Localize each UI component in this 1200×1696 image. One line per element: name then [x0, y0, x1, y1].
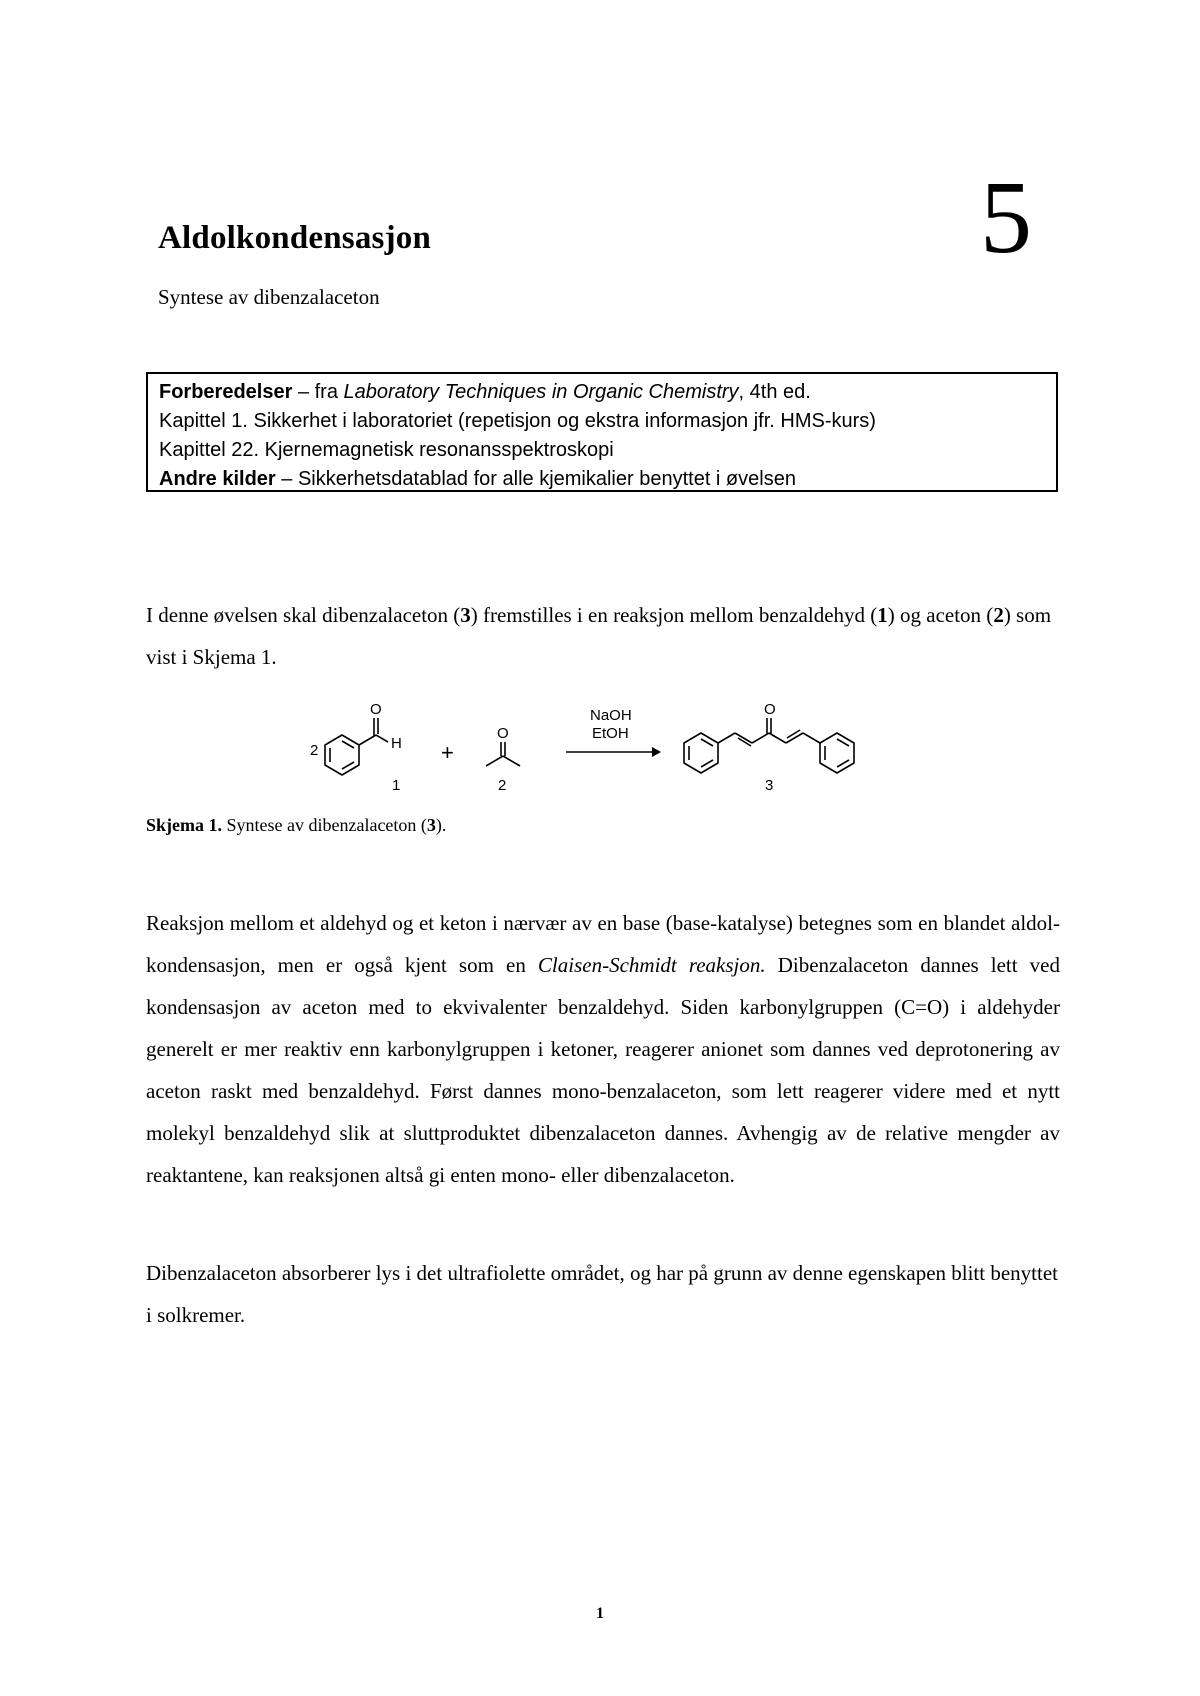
book-edition: , 4th ed. — [738, 381, 811, 403]
reagent-etoh: EtOH — [592, 725, 629, 742]
caption-text: ). — [435, 815, 447, 835]
reagent-naoh: NaOH — [590, 707, 632, 724]
uv-paragraph: Dibenzalaceton absorberer lys i det ultrafiolette området, og har på grunn av denne egenskapen blitt benyttet i solkremer. — [146, 1261, 1058, 1327]
intro-paragraph — [146, 594, 1060, 678]
page-title: Aldolkondensasjon — [158, 220, 432, 256]
ketone-oxygen-label: O — [497, 725, 509, 742]
book-title: Laboratory Techniques in Organic Chemistry — [343, 381, 739, 403]
dibenzalacetone-structure — [684, 718, 854, 773]
preparation-box — [146, 372, 1058, 492]
page-number: 1 — [596, 1605, 604, 1622]
product-oxygen-label: O — [764, 701, 776, 718]
compound-3-label: 3 — [765, 777, 774, 794]
compound-ref: 3 — [460, 603, 471, 627]
intro-text: I denne øvelsen skal dibenzalaceton ( — [146, 603, 461, 627]
caption-text: Syntese av dibenzalaceton ( — [222, 815, 427, 835]
compound-2-label: 2 — [498, 777, 507, 794]
compound-1-label: 1 — [392, 777, 401, 794]
paragraph-text: Reaksjon mellom et aldehyd og et keton i nærvær av en base (base-katalyse) betegnes som en blandet aldol-kondensasjon, men er også kjent som en — [146, 911, 1060, 977]
reaction-name: Claisen-Schmidt reaksjon. — [537, 953, 766, 977]
caption-label: Skjema 1. — [146, 815, 222, 835]
other-sources-text: – Sikkerhetsdatablad for alle kjemikalier benyttet i øvelsen — [275, 468, 796, 490]
other-sources-line — [159, 465, 1045, 494]
intro-text: ) og aceton ( — [887, 603, 994, 627]
benzaldehyde-structure — [325, 718, 388, 775]
scheme-caption — [146, 815, 446, 836]
arrow-head — [652, 747, 661, 757]
paragraph-text: Dibenzalaceton dannes lett ved kondensasjon av aceton med to ekvivalenter benzaldehyd. Siden karbonylgruppen (C=O) i aldehyder generelt er mer reaktiv enn karbonylgruppen i ketoner, reagerer anionet som dannes ved deprotonering av aceton raskt med benzaldehyd. Først dannes mono-benzalaceton, som lett reagerer videre med et nytt molekyl benzaldehyd slik at sluttproduktet dibenzalaceton dannes. Avhengig av de relative mengder av reaktantene, kan reaksjonen altså gi enten mono- eller dibenzalaceton. — [146, 953, 1061, 1187]
chapter-reference: Kapittel 1. Sikkerhet i laboratoriet (repetisjon og ekstra informasjon jfr. HMS-kurs) — [159, 410, 876, 432]
chapter-number: 5 — [980, 160, 1032, 275]
aldehyde-oxygen-label: O — [370, 701, 382, 718]
aldehyde-hydrogen-label: H — [391, 735, 402, 752]
plus-sign: + — [441, 740, 454, 765]
intro-text: ) fremstilles i en reaksjon mellom benzaldehyd ( — [470, 603, 878, 627]
discussion-paragraph — [146, 902, 1060, 1196]
intro-text: ) som vist i Skjema 1. — [146, 603, 1052, 669]
reaction-scheme — [300, 690, 920, 800]
acetone-structure — [486, 742, 520, 766]
other-sources-label: Andre kilder — [159, 468, 276, 490]
preparation-line — [159, 378, 1045, 407]
chapter-reference: Kapittel 22. Kjernemagnetisk resonansspektroskopi — [159, 439, 614, 461]
preparation-dash: – fra — [292, 381, 344, 403]
page-subtitle: Syntese av dibenzalaceton — [158, 285, 380, 309]
compound-ref: 2 — [993, 603, 1004, 627]
compound-ref: 1 — [877, 603, 888, 627]
stoichiometric-coefficient: 2 — [310, 742, 319, 759]
preparation-label: Forberedelser — [159, 381, 293, 403]
compound-ref: 3 — [426, 815, 436, 835]
